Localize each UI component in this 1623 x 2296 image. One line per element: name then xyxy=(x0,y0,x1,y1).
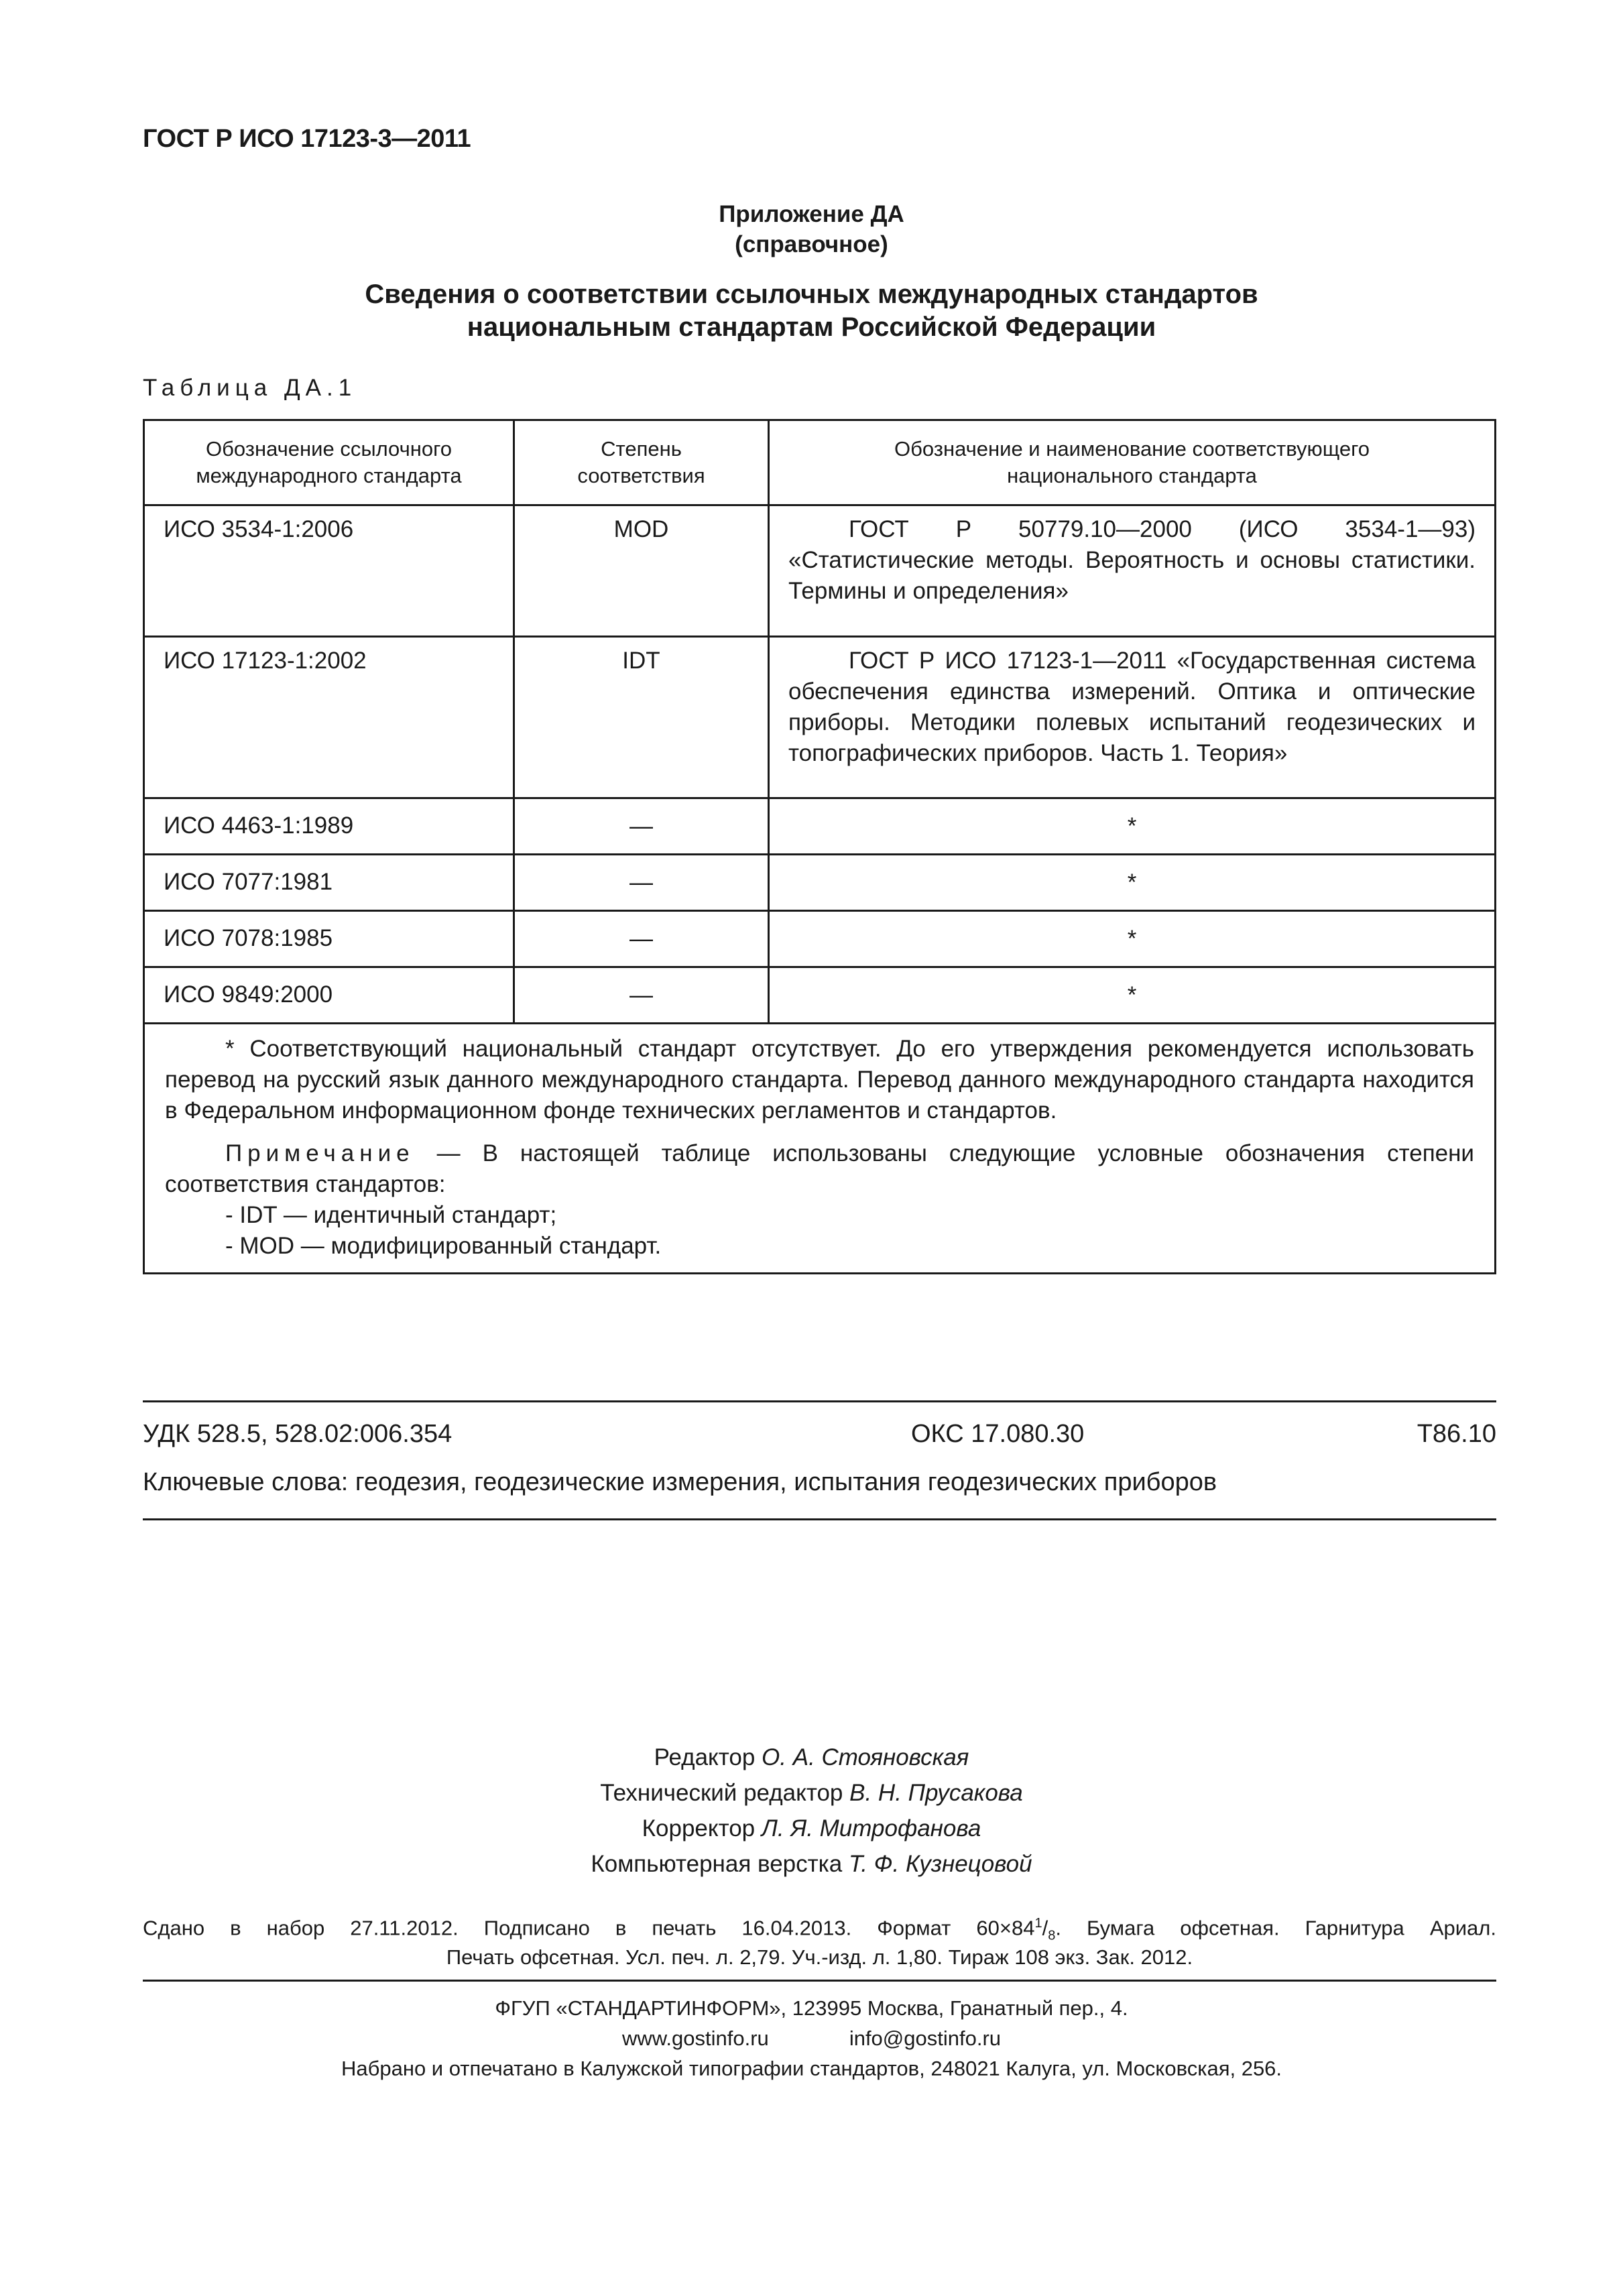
note-text: — В настоящей таблице использованы следующие условные обозначения степени соответствия стандартов: xyxy=(165,1140,1474,1197)
header-col3-line1: Обозначение и наименование соответствующего xyxy=(894,437,1370,461)
divider-publisher xyxy=(143,1980,1496,1982)
note-label: Примечание xyxy=(225,1140,415,1166)
cell-national: * xyxy=(769,911,1496,967)
cell-degree: — xyxy=(514,855,769,911)
credit-tech-editor xyxy=(0,1775,1623,1811)
credit-role: Компьютерная верстка xyxy=(591,1851,843,1877)
credits-block xyxy=(0,1740,1623,1882)
credit-role: Технический редактор xyxy=(600,1780,843,1806)
print-info-line-1: Сдано в набор 27.11.2012. Подписано в печать 16.04.2013. Формат $60\times 84^1/_8$. Бумага офсетная. Гарнитура Ариал. xyxy=(143,1916,1496,1943)
header-col1-line2: международного стандарта xyxy=(196,464,462,487)
cell-degree: MOD xyxy=(514,505,769,637)
table-notes xyxy=(144,1024,1496,1274)
table-row xyxy=(144,637,1496,798)
table-row xyxy=(144,798,1496,855)
table-row xyxy=(144,911,1496,967)
annex-main-title xyxy=(0,278,1623,344)
cell-reference: ИСО 3534-1:2006 xyxy=(144,505,514,637)
annex-title: Приложение ДА xyxy=(719,201,904,227)
credit-name: В. Н. Прусакова xyxy=(849,1780,1023,1806)
cell-degree: IDT xyxy=(514,637,769,798)
divider-bottom xyxy=(143,1518,1496,1520)
credit-name: Л. Я. Митрофанова xyxy=(761,1815,981,1841)
header-national-standard xyxy=(769,420,1496,505)
print-info-part-b: . Бумага офсетная. Гарнитура Ариал. xyxy=(1055,1916,1496,1940)
publisher-website-link[interactable]: www.gostinfo.ru xyxy=(621,2027,769,2050)
cell-national: ГОСТ Р ИСО 17123-1—2011 «Государственная система обеспечения единства измерений. Оптика и оптические приборы. Методики полевых испытаний геодезических и топографических приборов. Часть 1. Теория» xyxy=(769,637,1496,798)
note-mod: - MOD — модифицированный стандарт. xyxy=(225,1233,662,1259)
credit-layout xyxy=(0,1846,1623,1882)
table-note xyxy=(165,1138,1474,1200)
publisher-contacts xyxy=(0,2023,1623,2053)
cell-national: ГОСТ Р 50779.10—2000 (ИСО 3534-1—93) «Статистические методы. Вероятность и основы статистики. Термины и определения» xyxy=(769,505,1496,637)
document-code: ГОСТ Р ИСО 17123-3—2011 xyxy=(143,125,471,153)
table-note-row xyxy=(144,1024,1496,1274)
credit-name: О. А. Стояновская xyxy=(762,1744,969,1770)
note-idt: - IDT — идентичный стандарт; xyxy=(225,1202,557,1228)
main-title-line-1: Сведения о соответствии ссылочных международных стандартов xyxy=(365,280,1258,309)
header-col1-line1: Обозначение ссылочного xyxy=(206,437,452,461)
format-fraction-denominator: 8 xyxy=(1048,1928,1056,1943)
cell-reference: ИСО 17123-1:2002 xyxy=(144,637,514,798)
cell-degree: — xyxy=(514,967,769,1024)
annex-type: (справочное) xyxy=(735,231,888,257)
header-degree xyxy=(514,420,769,505)
cell-national: * xyxy=(769,967,1496,1024)
udk-code: УДК 528.5, 528.02:006.354 xyxy=(143,1420,453,1448)
cell-national: * xyxy=(769,855,1496,911)
header-col2-line2: соответствия xyxy=(577,464,705,487)
table-footnote: * Соответствующий национальный стандарт отсутствует. До его утверждения рекомендуется использовать перевод на русский язык данного международного стандарта. Перевод данного международного стандарта находится в Федеральном информационном фонде технических регламентов и стандартов. xyxy=(165,1036,1474,1124)
credit-editor xyxy=(0,1740,1623,1775)
table-row xyxy=(144,967,1496,1024)
cell-national: * xyxy=(769,798,1496,855)
cell-degree: — xyxy=(514,798,769,855)
header-reference-standard xyxy=(144,420,514,505)
credit-role: Редактор xyxy=(654,1744,756,1770)
cell-reference: ИСО 7077:1981 xyxy=(144,855,514,911)
credit-corrector xyxy=(0,1811,1623,1846)
credit-name: Т. Ф. Кузнецовой xyxy=(848,1851,1032,1877)
table-label: Таблица ДА.1 xyxy=(143,375,357,401)
publisher-email-link[interactable]: info@gostinfo.ru xyxy=(849,2027,1002,2050)
print-info-part-a: Сдано в набор 27.11.2012. Подписано в печать 16.04.2013. Формат 60×84 xyxy=(143,1916,1035,1940)
reference-standards-table xyxy=(143,419,1496,1274)
cell-reference: ИСО 4463-1:1989 xyxy=(144,798,514,855)
keywords: Ключевые слова: геодезия, геодезические измерения, испытания геодезических приборов xyxy=(143,1468,1217,1496)
cell-reference: ИСО 7078:1985 xyxy=(144,911,514,967)
table-row xyxy=(144,855,1496,911)
main-title-line-2: национальным стандартам Российской Федерации xyxy=(467,312,1156,342)
header-col2-line1: Степень xyxy=(601,437,682,461)
print-info-line-2: Печать офсетная. Усл. печ. л. 2,79. Уч.-изд. л. 1,80. Тираж 108 экз. Зак. 2012. xyxy=(446,1945,1193,1969)
table-row xyxy=(144,505,1496,637)
publisher-address: ФГУП «СТАНДАРТИНФОРМ», 123995 Москва, Гранатный пер., 4. xyxy=(495,1996,1128,2020)
printing-house: Набрано и отпечатано в Калужской типографии стандартов, 248021 Калуга, ул. Московская, 256. xyxy=(341,2057,1282,2080)
oks-code: ОКС 17.080.30 xyxy=(911,1420,1085,1448)
table-header-row xyxy=(144,420,1496,505)
format-fraction-numerator: 1 xyxy=(1034,1916,1042,1931)
credit-role: Корректор xyxy=(642,1815,756,1841)
cell-reference: ИСО 9849:2000 xyxy=(144,967,514,1024)
divider-top xyxy=(143,1400,1496,1402)
classification-code: Т86.10 xyxy=(1417,1420,1496,1448)
header-col3-line2: национального стандарта xyxy=(1007,464,1257,487)
cell-degree: — xyxy=(514,911,769,967)
